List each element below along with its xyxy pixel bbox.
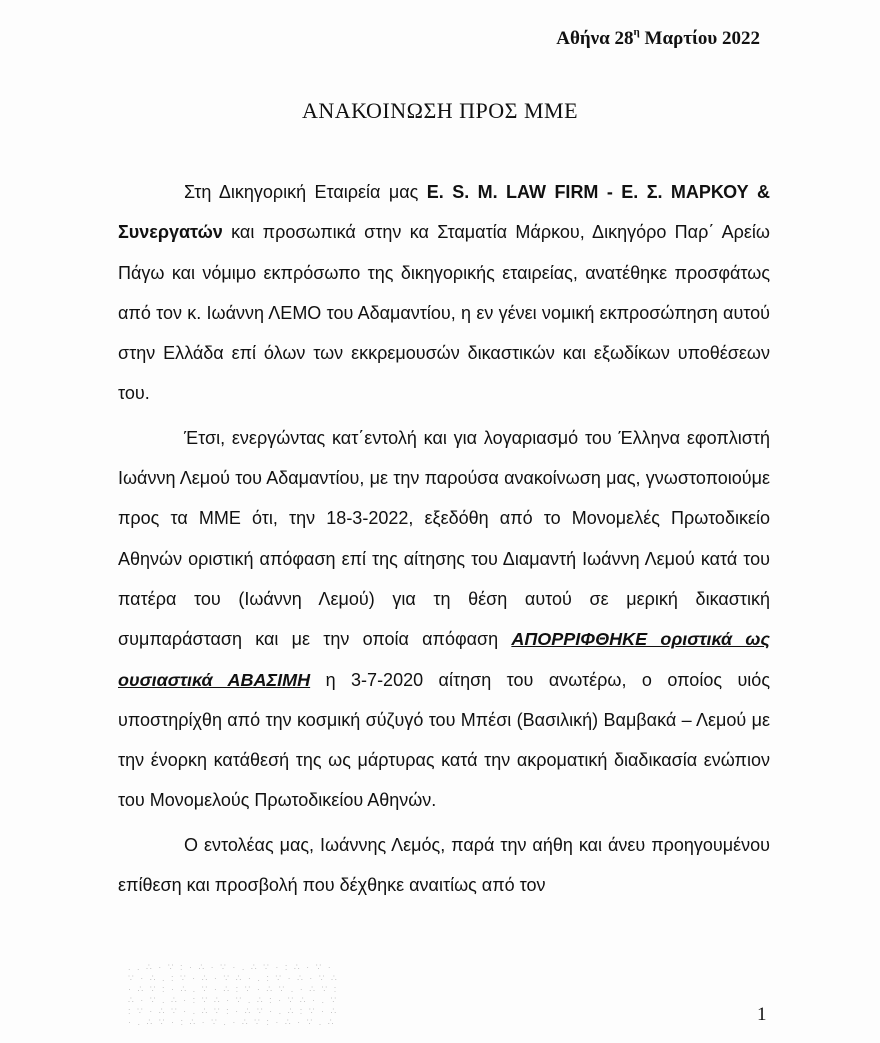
document-body (118, 172, 770, 905)
page-number: 1 (757, 1004, 767, 1025)
emphasized-ruling: ΑΠΟΡΡΙΦΘΗΚΕ οριστικά ως ουσιαστικά ΑΒΑΣΙΜΗ (118, 629, 770, 690)
document-date: Αθήνα $28^\eta$ Μαρτίου 2022 (556, 26, 760, 49)
faded-stamp-image: . . ∴ · ∵ : · ∴ · ∵ · . ∴ ∵ · : ∴ · ∵ · ∵ · ∴ . : ∵ · ∴ · ∵ ∴ · . : ∵ · ∴ · ∵ ∴ · ∴ ∵ : · ∴ . ∵ · ∴ : ∵ · ∴ ∵ . · ∴ ∵ : ∴ · ∵ . ∴ · : ∵ ∴ · ∵ . ∴ : · ∵ ∴ · . ∵ : ∵ · ∴ ∵ · . ∴ ∵ : · ∴ ∵ · . ∴ : ∵ · ∴ · . ∴ ∵ · : ∴ · ∵ . · ∴ ∵ : · ∴ · ∵ . ∴ (128, 962, 339, 1027)
law-firm-name: E. S. M. LAW FIRM - Ε. Σ. ΜΑΡΚΟΥ & Συνεργατών (118, 182, 771, 243)
paragraph-3: Ο εντολέας μας, Ιωάννης Λεμός, παρά την αήθη και άνευ προηγουμένου επίθεση και προσβολή που δέχθηκε αναιτίως από τον (118, 834, 770, 896)
paragraph-1: Στη Δικηγορική Εταιρεία μας E. S. M. LAW FIRM - Ε. Σ. ΜΑΡΚΟΥ & Συνεργατών και προσωπικά στην κα Σταματία Μάρκου, Δικηγόρο Παρ΄ Αρείω Πάγω και νόμιμο εκπρόσωπο της δικηγορικής εταιρείας, ανατέθηκε προσφάτως από τον κ. Ιωάννη ΛΕΜΟ του Αδαμαντίου, η εν γένει νομική εκπροσώπηση αυτού στην Ελλάδα επί όλων των εκκρεμουσών δικαστικών και εξωδίκων υποθέσεων του. (118, 182, 771, 404)
document-title: ΑΝΑΚΟΙΝΩΣΗ ΠΡΟΣ ΜΜΕ (301, 98, 579, 123)
paragraph-2: Έτσι, ενεργώντας κατ΄εντολή και για λογαριασμό του Έλληνα εφοπλιστή Ιωάννη Λεμού του Αδαμαντίου, με την παρούσα ανακοίνωση μας, γνωστοποιούμε προς τα ΜΜΕ ότι, την 18-3-2022, εξεδόθη από το Μονομελές Πρωτοδικείο Αθηνών οριστική απόφαση επί της αίτησης του Διαμαντή Ιωάννη Λεμού κατά του πατέρα του (Ιωάννη Λεμού) για τη θέση αυτού σε μερική δικαστική συμπαράσταση και με την οποία απόφαση ΑΠΟΡΡΙΦΘΗΚΕ οριστικά ως ουσιαστικά ΑΒΑΣΙΜΗ η 3-7-2020 αίτηση του ανωτέρω, ο οποίος υιός υποστηρίχθη από την κοσμική σύζυγό του Μπέσι (Βασιλική) Βαμβακά – Λεμού με την ένορκη κατάθεσή της ως μάρτυρας κατά την ακροματική διαδικασία ενώπιον του Μονομελούς Πρωτοδικείου Αθηνών. (118, 427, 770, 811)
